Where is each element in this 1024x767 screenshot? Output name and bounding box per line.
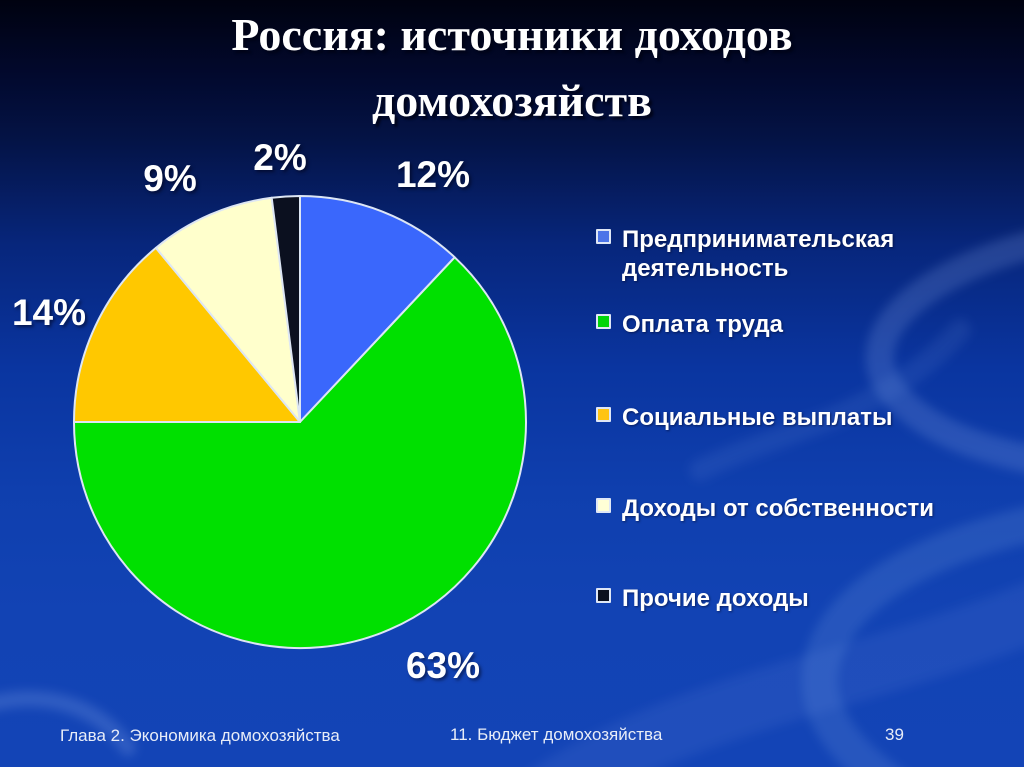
pie-percent-label-4: 9%	[143, 157, 197, 199]
pie-percent-label-2: 63%	[405, 644, 481, 686]
footer-chapter-label: Глава 2. Экономика домохозяйства	[60, 726, 340, 745]
legend-color-swatch-icon	[596, 498, 611, 513]
legend-color-swatch-icon	[596, 229, 611, 244]
legend-color-swatch-icon	[596, 588, 611, 603]
pie-percent-label-3: 14%	[11, 291, 87, 333]
legend-label: Социальные выплаты	[622, 404, 893, 431]
legend-item-2	[596, 310, 972, 339]
chart-legend	[596, 225, 996, 645]
legend-item-1	[596, 225, 972, 283]
legend-color-swatch-icon	[596, 314, 611, 329]
legend-label: Предпринимательская деятельность	[622, 226, 895, 282]
legend-item-3	[596, 403, 972, 432]
legend-label: Оплата труда	[622, 311, 783, 338]
pie-percent-label-1: 12%	[395, 153, 471, 195]
legend-label: Доходы от собственности	[622, 495, 935, 522]
slide-title-text: Россия: источники доходов домохозяйств	[231, 9, 793, 126]
legend-item-5	[596, 584, 972, 613]
footer-section-label: 11. Бюджет домохозяйства	[450, 725, 663, 744]
footer-page-number: 39	[885, 725, 904, 744]
pie-percent-label-5: 2%	[253, 136, 307, 178]
legend-label: Прочие доходы	[622, 585, 809, 612]
legend-item-4	[596, 494, 972, 523]
legend-color-swatch-icon	[596, 407, 611, 422]
